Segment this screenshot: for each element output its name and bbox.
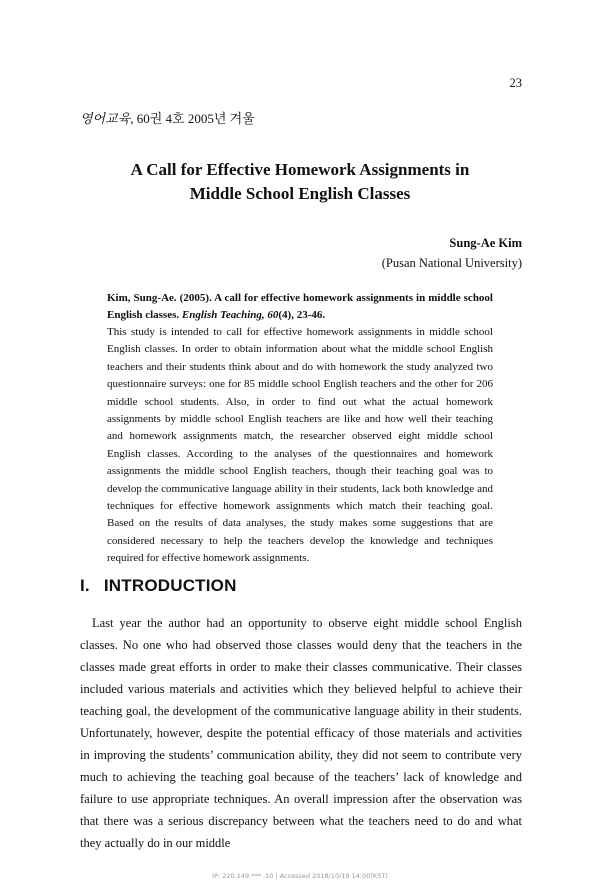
abstract: This study is intended to call for effective homework assignments in middle school English classes. In order to obtain information about what the middle school English teachers and their students think about and do with homework the study analyzed two questionnaire surveys: one for 85 middle school English teachers and the other for 206 middle school students. Also, in order to find out what the actual homework assignments by middle school English teachers are like and how well their teaching and homework assignments match, the researcher observed eight middle school English classes. According to the analyses of the questionnaires and homework assignments the middle school English teachers, though their teaching goal was to develop the communicative language ability in their students, lack both knowledge and techniques for effective homework assignments which match their teaching goal. Based on the results of data analyses, the study makes some suggestions that are considered necessary to help the teachers develop the knowledge and techniques required for effective homework assignments.	[107, 326, 493, 565]
access-footer: IP: 220.149.*** .10 | Accessed 2018/10/19 14:00(KST)	[212, 872, 388, 880]
body-paragraph: Last year the author had an opportunity to observe eight middle school English classes. No one who had observed those classes would deny that the teachers in the classes made great efforts in order to make their classes communicative. Their classes included various materials and activities which they believed helpful to achieve their teaching goal, the development of the communicative language ability in their students. Unfortunately, however, despite the potential efficacy of those materials and activities in improving the students’ communication ability, they did not seem to contribute very much to achieving the teaching goal because of the teachers’ lack of knowledge and failure to use appropriate techniques. An overall impression after the observation was that there was a serious discrepancy between what the teachers need to do and what they actually do in our middle	[80, 616, 522, 850]
citation-issue-pages: (4), 23-46.	[278, 309, 326, 321]
introduction-body	[80, 612, 522, 854]
title-line-1: A Call for Effective Homework Assignments in	[130, 160, 470, 179]
section-number: I.	[80, 576, 90, 595]
author-affiliation: (Pusan National University)	[381, 256, 522, 270]
journal-name: 영어교육	[80, 111, 131, 126]
page-number: 23	[509, 76, 522, 90]
author-name: Sung-Ae Kim	[449, 236, 522, 250]
section-heading	[80, 576, 237, 596]
paper-title	[0, 158, 600, 206]
citation	[107, 290, 493, 324]
journal-info	[80, 108, 255, 127]
title-line-2: Middle School English Classes	[189, 184, 411, 203]
citation-text: Kim, Sung-Ae. (2005). A call for effective homework assignments in middle school English classes.	[107, 292, 493, 321]
journal-issue: , 60권 4호 2005년 겨울	[130, 111, 255, 126]
section-title: INTRODUCTION	[103, 576, 237, 595]
citation-journal: English Teaching, 60	[181, 309, 279, 321]
